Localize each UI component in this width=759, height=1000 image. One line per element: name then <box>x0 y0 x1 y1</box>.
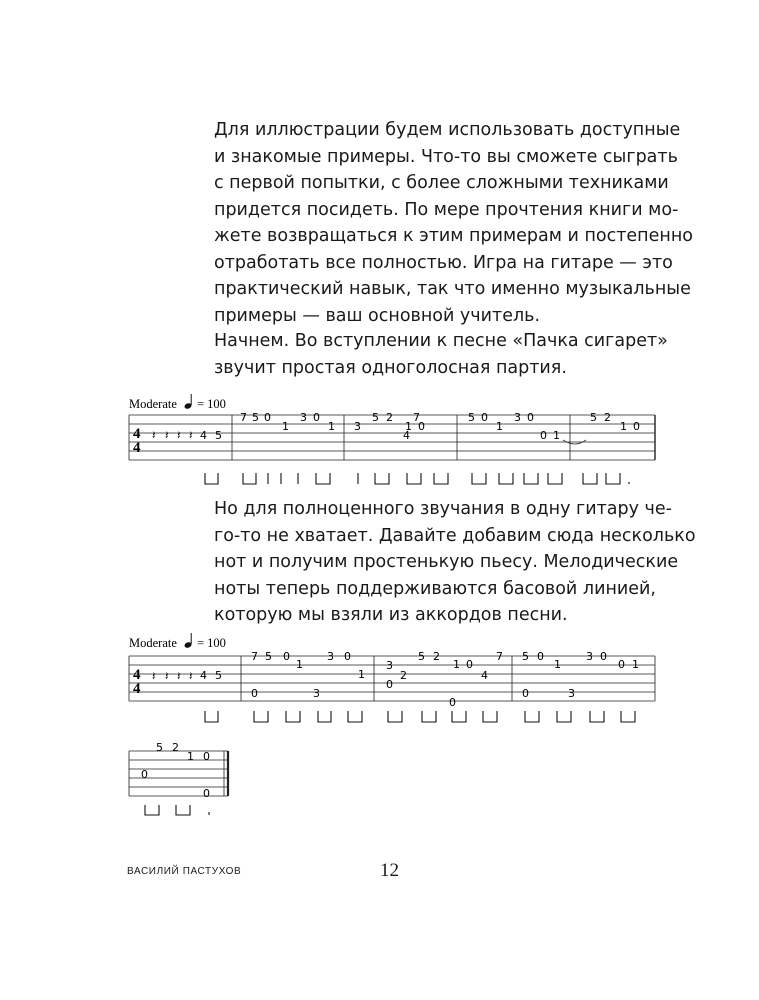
tab-note: 5 <box>522 650 529 663</box>
tab-note: 3 <box>354 420 361 433</box>
text-line: жете возвращаться к этим примерам и постепенно <box>214 226 693 246</box>
text-line: ноты теперь поддерживаются басовой линией, <box>214 578 656 599</box>
svg-text:𝄽: 𝄽 <box>189 428 193 442</box>
time-signature-top: 4 <box>133 667 141 683</box>
tab-note: 1 <box>453 658 460 671</box>
tab-note: 0 <box>600 650 607 663</box>
tab-note: 3 <box>300 411 307 424</box>
text-line: звучит простая одноголосная партия. <box>214 357 567 378</box>
rest-icons <box>152 428 193 442</box>
tab-note: 7 <box>251 650 258 663</box>
tab2-notes <box>200 650 639 709</box>
text-line: Но для полноценного звучания в одну гитару че- <box>214 499 672 519</box>
tab-note: 5 <box>590 411 597 424</box>
text-line: практический навык, так что именно музыкальные <box>214 279 691 299</box>
tab-note: 2 <box>172 741 179 754</box>
tempo-value: = 100 <box>197 397 226 411</box>
footer-author: ВАСИЛИЙ ПАСТУХОВ <box>127 866 242 877</box>
tab-note: 1 <box>496 420 503 433</box>
tempo-label: Moderate <box>129 636 177 650</box>
tab-note: 2 <box>400 669 407 682</box>
page-number: 12 <box>380 860 399 881</box>
text-line: Для иллюстрации будем использовать доступные <box>214 120 681 140</box>
tab-note: 4 <box>403 429 410 442</box>
text-line: Начнем. Во вступлении к песне «Пачка сигарет» <box>214 331 668 351</box>
tab-note: 0 <box>251 687 258 700</box>
tab-note: 0 <box>141 768 148 781</box>
tab-note: 5 <box>215 429 222 442</box>
tab-note: 0 <box>203 750 210 763</box>
tab-note: 0 <box>313 411 320 424</box>
tab-note: 3 <box>568 687 575 700</box>
text-line: которую мы взяли из аккордов песни. <box>214 605 568 625</box>
rhythm-stems-1 <box>205 473 629 484</box>
tab-note: 0 <box>522 687 529 700</box>
tab-note: 1 <box>620 420 627 433</box>
tab-note: 1 <box>328 420 335 433</box>
tab-note: 0 <box>283 650 290 663</box>
tab-note: 2 <box>386 411 393 424</box>
time-signature-top: 4 <box>133 426 141 442</box>
tempo-value: = 100 <box>197 636 226 650</box>
tab-note: 7 <box>413 411 420 424</box>
tab-note: 0 <box>386 678 393 691</box>
text-line: отработать все полностью. Игра на гитаре — это <box>214 252 673 273</box>
tab-note: 3 <box>514 411 521 424</box>
quarter-note-icon <box>184 394 193 410</box>
svg-text:𝄽: 𝄽 <box>152 428 156 442</box>
text-line: нот и получим простенькую пьесу. Мелодические <box>214 552 679 572</box>
tab-note: 1 <box>282 420 289 433</box>
svg-text:𝄽: 𝄽 <box>165 428 169 442</box>
time-signature-bottom: 4 <box>133 440 141 456</box>
svg-text:𝄽: 𝄽 <box>177 428 181 442</box>
tab3-notes <box>141 741 210 800</box>
tab-note: 2 <box>604 411 611 424</box>
tab-note: 4 <box>200 669 207 682</box>
tab-note: 1 <box>405 420 412 433</box>
tab-note: 3 <box>313 687 320 700</box>
tab-note: 1 <box>296 658 303 671</box>
tab-note: 0 <box>466 658 473 671</box>
tab-note: 0 <box>481 411 488 424</box>
time-signature-bottom: 4 <box>133 681 141 697</box>
svg-text:𝄽: 𝄽 <box>189 669 193 683</box>
tab-note: 0 <box>264 411 271 424</box>
tab-note: 5 <box>372 411 379 424</box>
svg-text:𝄽: 𝄽 <box>165 669 169 683</box>
tab-note: 1 <box>358 668 365 681</box>
text-line: с первой попытки, с более сложными техниками <box>214 173 669 193</box>
tempo-label: Moderate <box>129 397 177 411</box>
tab-note: 5 <box>252 411 259 424</box>
tab-note: 5 <box>468 411 475 424</box>
tab-note: 3 <box>586 650 593 663</box>
tab-note: 0 <box>633 420 640 433</box>
tab-note: 0 <box>540 429 547 442</box>
tab-note: 0 <box>537 650 544 663</box>
tab-note: 3 <box>386 659 393 672</box>
text-line: и знакомые примеры. Что-то вы сможете сыграть <box>214 146 678 167</box>
tab-note: 7 <box>496 650 503 663</box>
tab-note: 5 <box>265 650 272 663</box>
text-line: придется посидеть. По мере прочтения книги мо- <box>214 199 679 220</box>
quarter-note-icon <box>184 633 193 649</box>
tab-note: 5 <box>418 650 425 663</box>
tab-note: 0 <box>449 696 456 709</box>
text-line: примеры — ваш основной учитель. <box>214 305 541 326</box>
tab-note: 4 <box>200 429 207 442</box>
tab-note: 4 <box>481 669 488 682</box>
tab-figure-3 <box>129 741 228 815</box>
svg-text:𝄽: 𝄽 <box>177 669 181 683</box>
tab-note: 0 <box>527 411 534 424</box>
tab-note: 0 <box>618 658 625 671</box>
tab-note: 1 <box>187 750 194 763</box>
rhythm-stems-2 <box>205 711 635 722</box>
tab-note: 1 <box>553 429 560 442</box>
tab-figure-1 <box>129 394 655 484</box>
tab-note: 2 <box>433 650 440 663</box>
tab-note: 0 <box>203 787 210 800</box>
tab-note: 0 <box>344 650 351 663</box>
tab-note: 5 <box>156 741 163 754</box>
rest-icons <box>152 669 193 683</box>
tab-note: 5 <box>215 669 222 682</box>
tab-note: 1 <box>632 658 639 671</box>
text-line: го-то не хватает. Давайте добавим сюда несколько <box>214 525 696 546</box>
tab-note: 3 <box>327 650 334 663</box>
svg-text:𝄽: 𝄽 <box>152 669 156 683</box>
tab-figure-2 <box>129 633 655 722</box>
tab-note: 0 <box>418 420 425 433</box>
tab-note: 7 <box>240 411 247 424</box>
rhythm-stems-3 <box>145 805 209 815</box>
tab1-notes <box>200 411 640 442</box>
tab-note: 1 <box>554 658 561 671</box>
